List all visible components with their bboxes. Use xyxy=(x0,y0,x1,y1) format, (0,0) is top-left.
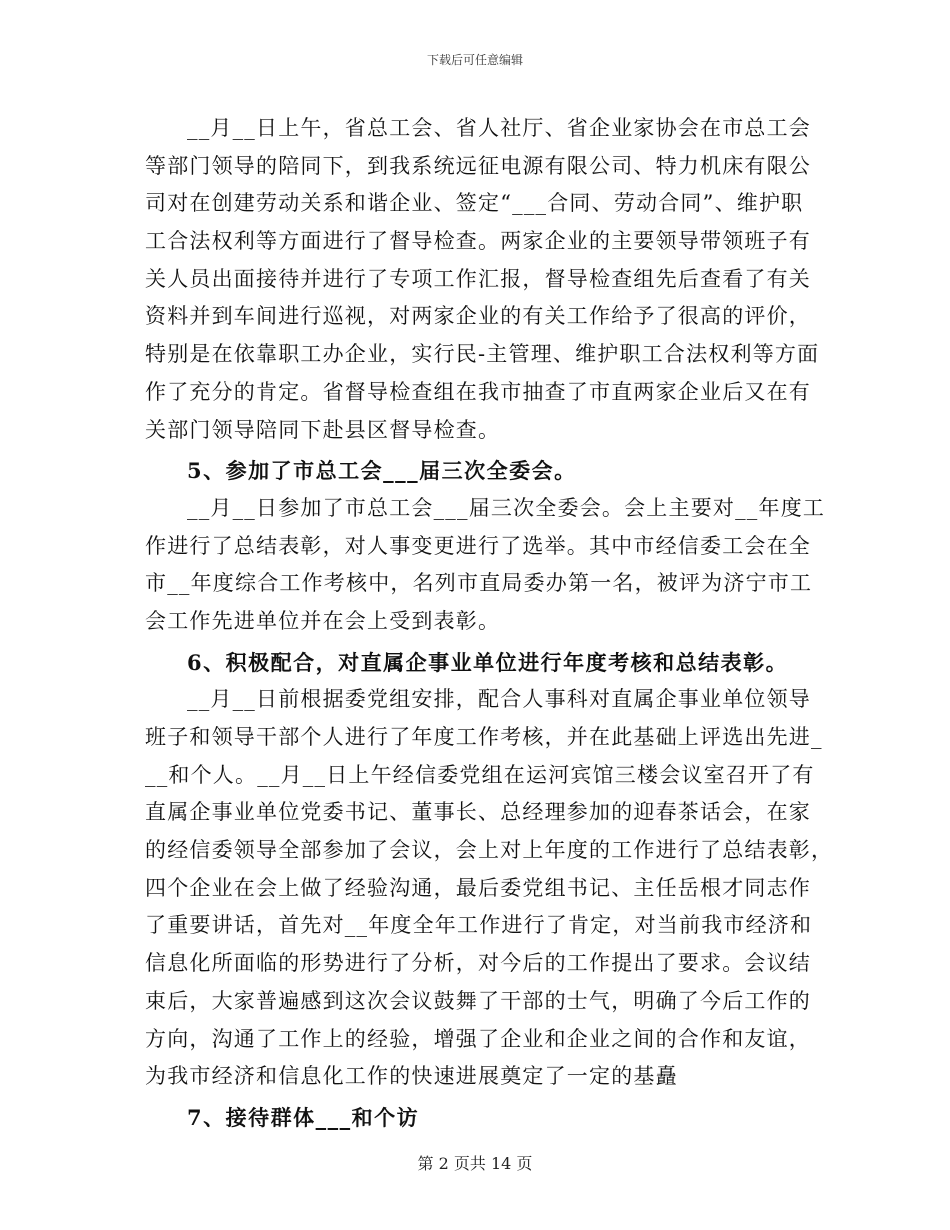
paragraph-line: 等部门领导的陪同下，到我系统远征电源有限公司、特力机床有限公 xyxy=(145,153,811,178)
section-heading-5: 5、参加了市总工会___届三次全委会。 xyxy=(187,458,577,484)
paragraph-line: 信息化所面临的形势进行了分析，对今后的工作提出了要求。会议结 xyxy=(145,951,811,976)
page-header: 下载后可任意编辑 xyxy=(426,53,523,67)
paragraph-line: 为我市经济和信息化工作的快速进展奠定了一定的基矗 xyxy=(145,1064,678,1089)
paragraph-line: 四个企业在会上做了经验沟通，最后委党组书记、主任岳根才同志作 xyxy=(145,875,811,900)
paragraph-line: __月__日前根据委党组安排，配合人事科对直属企事业单位领导 xyxy=(187,687,811,712)
paragraph-line: 工合法权利等方面进行了督导检查。两家企业的主要领导带领班子有 xyxy=(145,229,811,254)
document-body xyxy=(145,110,834,1137)
paragraph-line: 会工作先进单位并在会上受到表彰。 xyxy=(145,608,501,633)
paragraph-line: 方向，沟通了工作上的经验，增强了企业和企业之间的合作和友谊， xyxy=(145,1026,811,1051)
paragraph-line: 作了充分的肯定。省督导检查组在我市抽查了市直两家企业后又在有 xyxy=(145,379,811,404)
paragraph-line: __和个人。__月__日上午经信委党组在运河宾馆三楼会议室召开了有 xyxy=(145,762,815,787)
paragraph-line: 关部门领导陪同下赴县区督导检查。 xyxy=(145,417,501,442)
section-heading-6: 6、积极配合，对直属企事业单位进行年度考核和总结表彰。 xyxy=(187,649,789,675)
paragraph-line: 束后，大家普遍感到这次会议鼓舞了干部的士气，明确了今后工作的 xyxy=(145,988,811,1013)
paragraph-line: 司对在创建劳动关系和谐企业、签定“___合同、劳动合同”、维护职 xyxy=(145,191,804,216)
paragraph-line: 的经信委领导全部参加了会议，会上对上年度的工作进行了总结表彰， xyxy=(145,838,834,863)
paragraph-line: 了重要讲话，首先对__年度全年工作进行了肯定，对当前我市经济和 xyxy=(145,913,813,938)
paragraph-line: 关人员出面接待并进行了专项工作汇报，督导检查组先后查看了有关 xyxy=(145,266,811,291)
paragraph-line: __月__日参加了市总工会___届三次全委会。会上主要对__年度工 xyxy=(187,495,826,520)
paragraph-line: 市__年度综合工作考核中，名列市直局委办第一名，被评为济宁市工 xyxy=(145,571,813,596)
section-heading-7: 7、接待群体___和个访 xyxy=(187,1104,420,1130)
paragraph-line: 班子和领导干部个人进行了年度工作考核，并在此基础上评选出先进_ xyxy=(145,725,823,749)
paragraph-line: 直属企事业单位党委书记、董事长、总经理参加的迎春茶话会，在家 xyxy=(145,800,811,825)
paragraph-line: 作进行了总结表彰，对人事变更进行了选举。其中市经信委工会在全 xyxy=(145,533,811,558)
page-number: 第 2 页共 14 页 xyxy=(417,1154,533,1173)
paragraph-inspection xyxy=(145,110,820,449)
paragraph-line: __月__日上午，省总工会、省人社厅、省企业家协会在市总工会 xyxy=(187,116,811,140)
paragraph-line: 特别是在依靠职工办企业，实行民-主管理、维护职工合法权利等方面 xyxy=(145,342,820,367)
paragraph-assessment xyxy=(145,681,834,1096)
paragraph-plenary xyxy=(145,490,826,641)
paragraph-line: 资料并到车间进行巡视，对两家企业的有关工作给予了很高的评价， xyxy=(145,304,811,329)
